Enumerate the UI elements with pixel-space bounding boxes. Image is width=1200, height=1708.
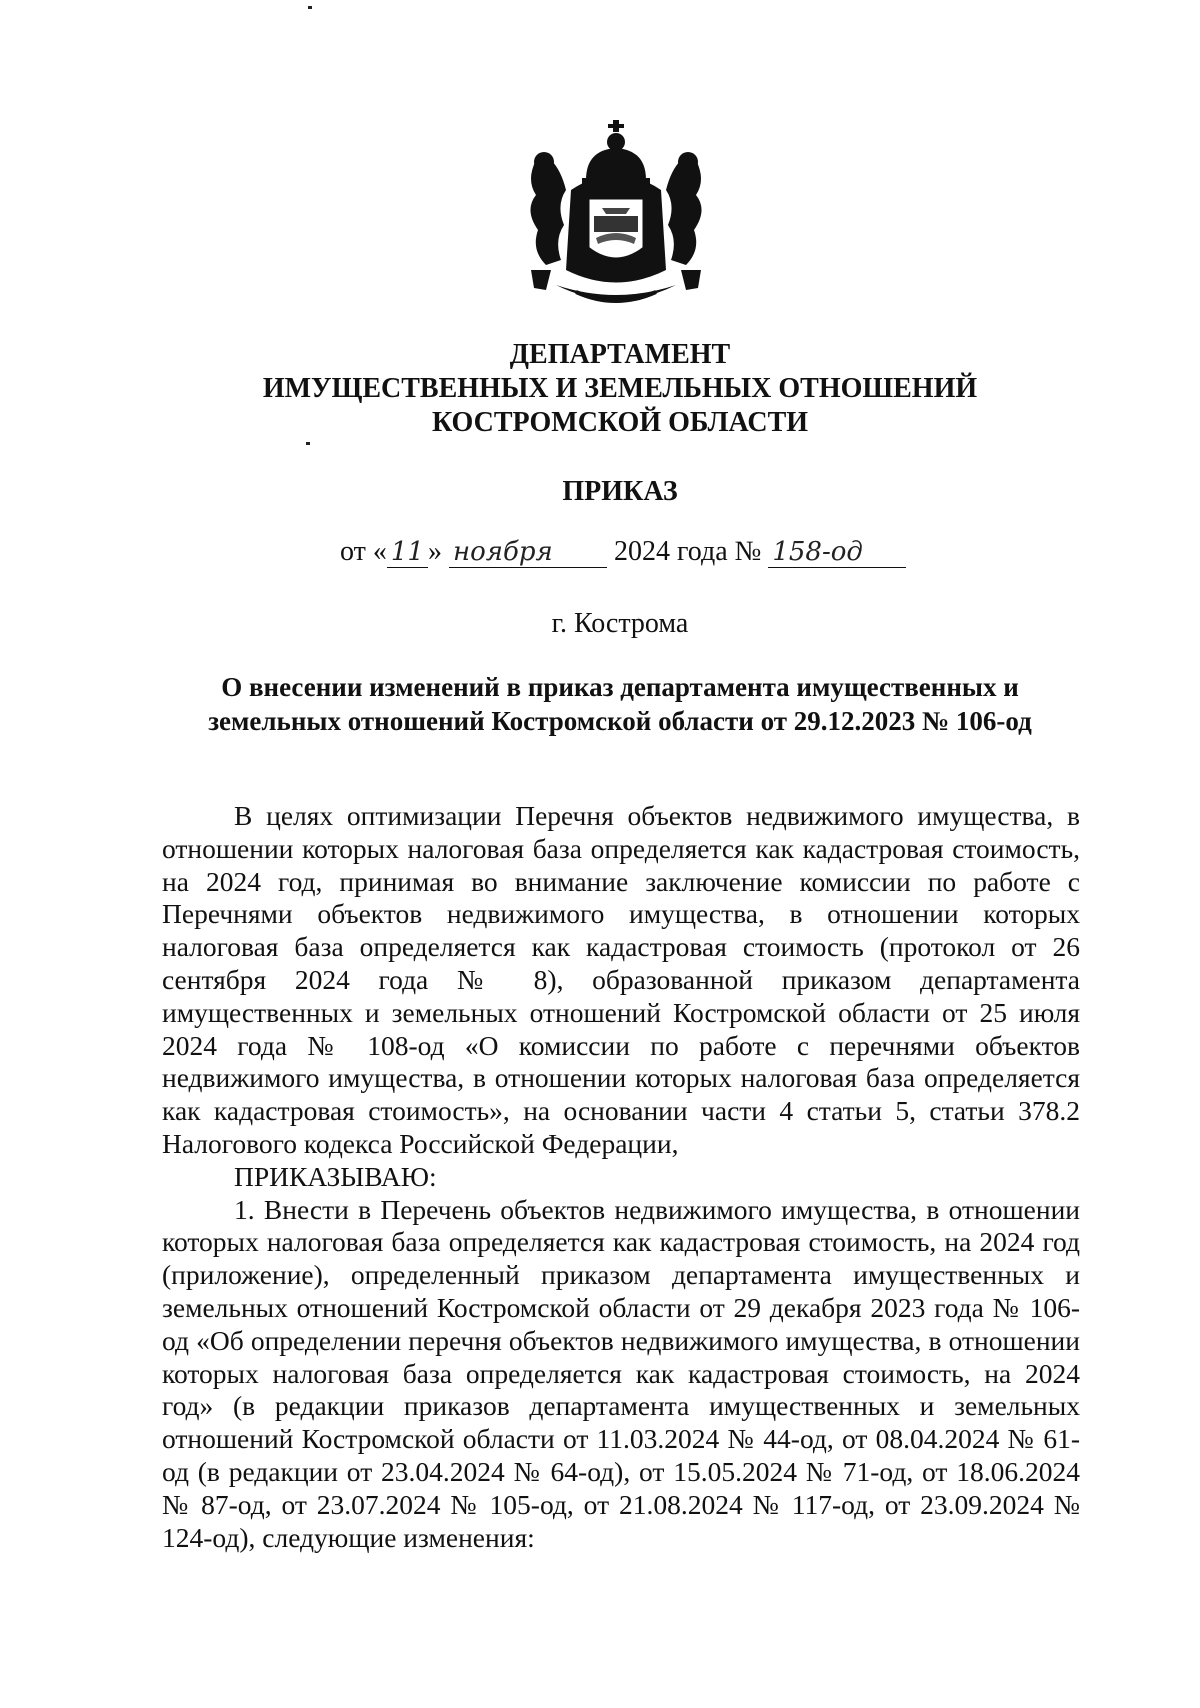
document-type: ПРИКАЗ: [562, 476, 678, 507]
item-1-paragraph: 1. Внести в Перечень объектов недвижимого имущества, в отношении которых налоговая база определяется как кадастровая стоимость, на 2024 год (приложение), определенный приказом департамента имущественных и земельных отношений Костромской области от 29 декабря 2023 года № 106-од «Об определении перечня объектов недвижимого имущества, в отношении которых налоговая база определяется как кадастровая стоимость, на 2024 год» (в редакции приказов департамента имущественных и земельных отношений Костромской области от 11.03.2024 № 44-од, от 08.04.2024 № 61-од (в редакции от 23.04.2024 № 64-од), от 15.05.2024 № 71-од, от 18.06.2024 № 87-од, от 23.07.2024 № 105-од, от 21.08.2024 № 117-од, от 23.09.2024 № 124-од), следующие изменения:: [162, 1193, 1080, 1553]
department-header: [0, 338, 1200, 440]
subject-line-1: О внесении изменений в приказ департамента имущественных и: [221, 672, 1019, 702]
header-line-3: КОСТРОМСКОЙ ОБЛАСТИ: [431, 407, 809, 438]
date-suffix: 2024 года №: [613, 536, 762, 567]
order-subject: [0, 670, 1200, 738]
header-line-1: ДЕПАРТАМЕНТ: [509, 339, 731, 370]
scan-dot: [306, 442, 310, 445]
city: г. Кострома: [551, 608, 689, 639]
order-word: ПРИКАЗЫВАЮ:: [234, 1160, 437, 1192]
date-prefix: от «: [340, 536, 387, 567]
handwritten-month: ноября: [449, 537, 607, 568]
subject-line-2: земельных отношений Костромской области от 29.12.2023 № 106-од: [208, 706, 1032, 736]
scan-dot: [308, 6, 312, 9]
date-line: [340, 536, 906, 568]
coat-of-arms-icon: [516, 120, 716, 315]
preamble-paragraph: В целях оптимизации Перечня объектов недвижимого имущества, в отношении которых налоговая база определяется как кадастровая стоимость, на 2024 год, принимая во внимание заключение комиссии по работе с Перечнями объектов недвижимого имущества, в отношении которых налоговая база определяется как кадастровая стоимость (протокол от 26 сентября 2024 года № 8), образованной приказом департамента имущественных и земельных отношений Костромской области от 25 июля 2024 года № 108-од «О комиссии по работе с перечнями объектов недвижимого имущества, в отношении которых налоговая база определяется как кадастровая стоимость», на основании части 4 статьи 5, статьи 378.2 Налогового кодекса Российской Федерации,: [162, 800, 1080, 1159]
header-line-2: ИМУЩЕСТВЕННЫХ И ЗЕМЕЛЬНЫХ ОТНОШЕНИЙ: [262, 373, 978, 404]
date-mid: »: [427, 536, 442, 567]
document-body: [162, 800, 1080, 1554]
handwritten-day: 11: [387, 537, 428, 568]
handwritten-number: 158-од: [768, 537, 906, 568]
